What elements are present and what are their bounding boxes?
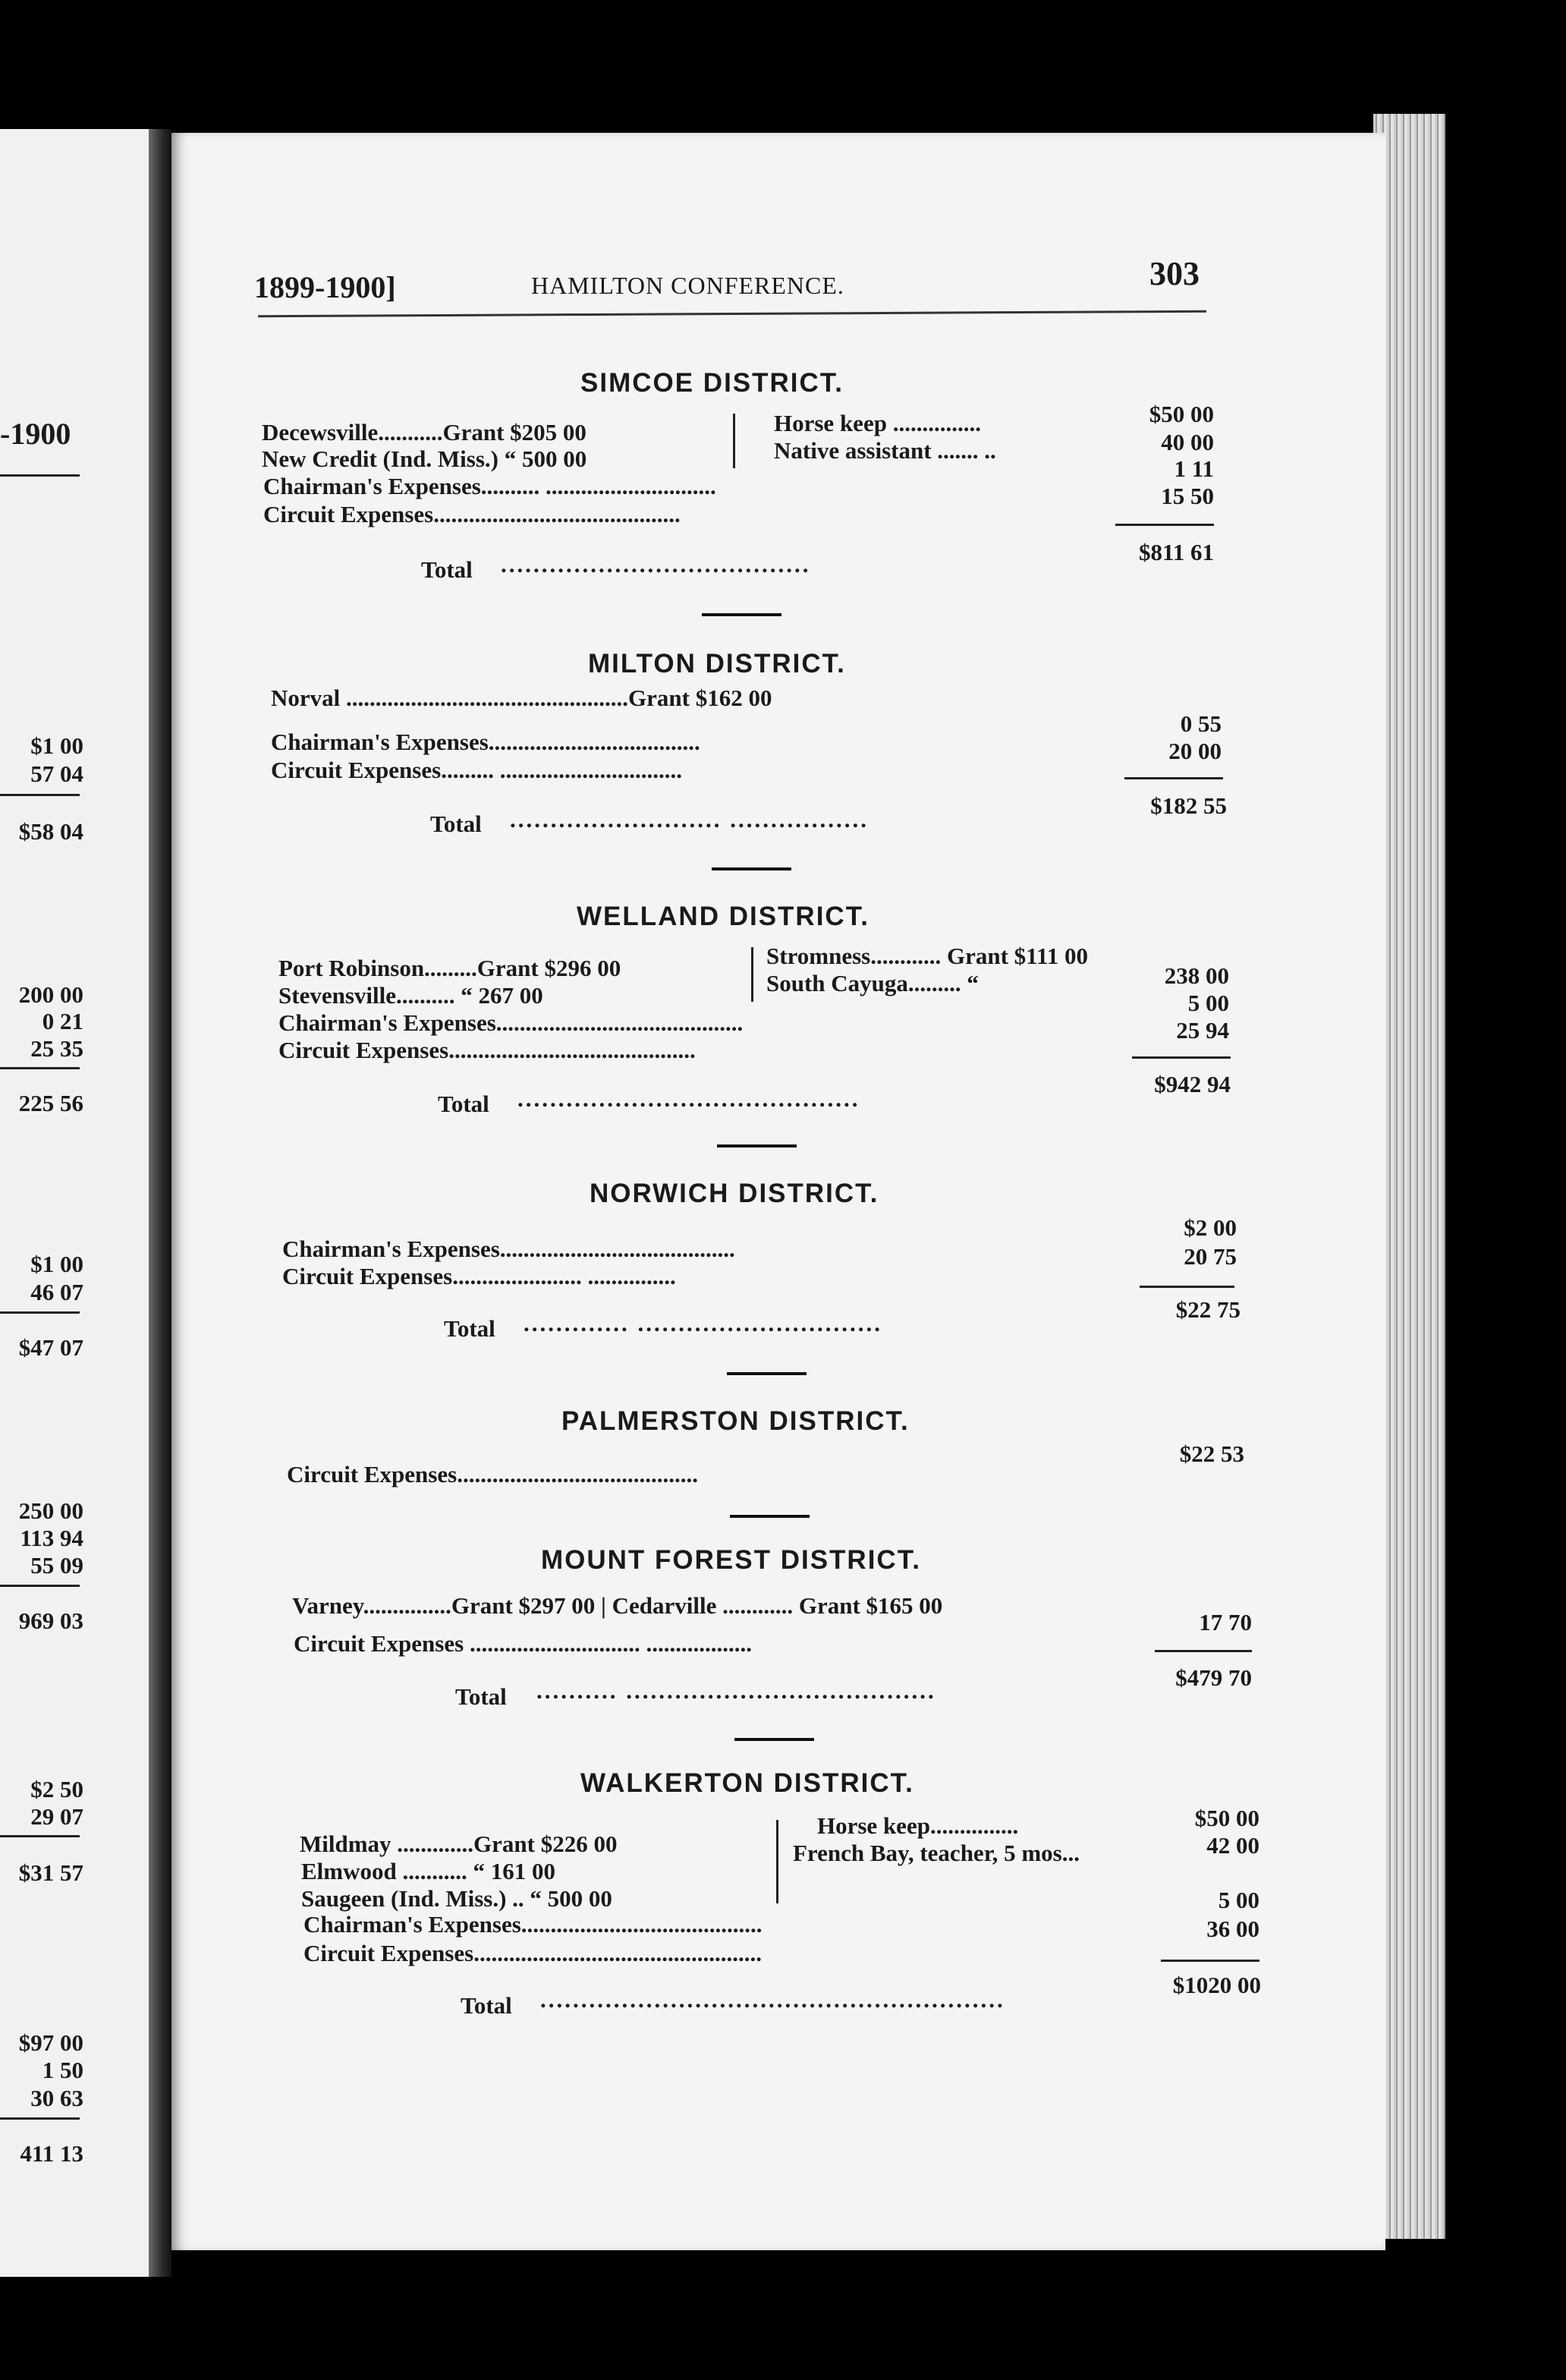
section-separator [712, 867, 791, 870]
page-number: 303 [1149, 255, 1200, 292]
left-figure: 225 56 [18, 1090, 83, 1116]
walkerton-total-leader: ......................................................... [540, 1986, 1005, 2013]
left-figure: 25 35 [30, 1035, 83, 1062]
left-figure: 46 07 [30, 1279, 83, 1305]
norwich-heading: NORWICH DISTRICT. [590, 1179, 879, 1208]
walkerton-column-divider [776, 1820, 778, 1903]
left-figure: 411 13 [20, 2140, 83, 2167]
milton-chairman: Chairman's Expenses.................................... [271, 729, 700, 755]
section-separator [734, 1738, 814, 1741]
walkerton-french-bay: French Bay, teacher, 5 mos... [793, 1840, 1080, 1866]
left-figure: 113 94 [20, 1525, 83, 1551]
walkerton-total-label: Total [461, 1992, 512, 2019]
simcoe-native-assistant: Native assistant ....... .. [774, 437, 996, 464]
left-total-rule [0, 2117, 80, 2120]
walkerton-total-rule [1161, 1960, 1259, 1962]
left-figure: $58 04 [18, 818, 83, 845]
walkerton-heading: WALKERTON DISTRICT. [580, 1768, 914, 1798]
norwich-chairman: Chairman's Expenses........................................ [282, 1236, 735, 1262]
norwich-circuit-amount: 20 75 [1184, 1243, 1237, 1270]
norwich-total-amount: $22 75 [1175, 1296, 1241, 1323]
simcoe-total-leader: ...................................... [501, 551, 811, 578]
left-figure: 969 03 [18, 1607, 83, 1634]
norwich-total-label: Total [444, 1315, 495, 1342]
walkerton-horse-keep: Horse keep............... [817, 1812, 1019, 1839]
left-figure: $97 00 [18, 2029, 83, 2056]
mount-forest-total-rule [1155, 1650, 1252, 1652]
left-figure: 250 00 [18, 1497, 83, 1524]
welland-total-rule [1132, 1056, 1231, 1059]
left-figure: 29 07 [30, 1803, 83, 1830]
left-figure: 30 63 [30, 2085, 83, 2111]
simcoe-horse-keep-amount: $50 00 [1149, 401, 1214, 427]
left-total-rule [0, 1585, 80, 1587]
simcoe-decewsville: Decewsville...........Grant $205 00 [262, 419, 586, 445]
milton-total-label: Total [430, 811, 482, 837]
mount-forest-circuit-amount: 17 70 [1199, 1609, 1252, 1635]
simcoe-horse-keep: Horse keep ............... [774, 410, 981, 436]
mount-forest-circuit: Circuit Expenses ............................. .................. [294, 1630, 752, 1657]
norwich-total-rule [1140, 1286, 1234, 1288]
header-title: HAMILTON CONFERENCE. [531, 272, 844, 299]
left-figure: $31 57 [18, 1859, 83, 1886]
welland-total-leader: .......................................... [517, 1085, 860, 1112]
left-figure: 200 00 [18, 981, 83, 1008]
left-figure: 55 09 [30, 1552, 83, 1579]
left-total-rule [0, 1835, 80, 1837]
palmerston-heading: PALMERSTON DISTRICT. [561, 1406, 910, 1436]
section-separator [730, 1515, 810, 1518]
mount-forest-total-leader: .......... ...................................... [536, 1677, 936, 1704]
simcoe-total-rule [1115, 524, 1214, 526]
simcoe-column-divider [733, 414, 735, 468]
palmerston-circuit: Circuit Expenses......................................... [287, 1461, 698, 1488]
welland-heading: WELLAND DISTRICT. [577, 902, 869, 931]
simcoe-total-amount: $811 61 [1138, 539, 1214, 565]
walkerton-elmwood: Elmwood ........... “ 161 00 [301, 1858, 555, 1884]
left-total-rule [0, 1067, 80, 1069]
welland-column-divider [751, 947, 753, 1002]
milton-norval: Norval ................................................Grant $162 00 [271, 685, 772, 711]
walkerton-horse-keep-amount: $50 00 [1194, 1805, 1259, 1831]
simcoe-chairman: Chairman's Expenses.......... ............................. [263, 473, 716, 499]
header-year: 1899-1900] [254, 270, 396, 304]
walkerton-chairman-amount: 36 00 [1206, 1916, 1259, 1942]
welland-circuit: Circuit Expenses.......................................... [278, 1037, 696, 1063]
mount-forest-total-label: Total [455, 1683, 507, 1710]
norwich-chairman-amount: $2 00 [1184, 1214, 1237, 1241]
section-separator [717, 1144, 797, 1148]
palmerston-circuit-amount: $22 53 [1179, 1440, 1244, 1467]
simcoe-heading: SIMCOE DISTRICT. [580, 368, 844, 398]
simcoe-native-amount: 40 00 [1161, 429, 1214, 455]
welland-stevensville: Stevensville.......... “ 267 00 [278, 982, 543, 1009]
mount-forest-varney-cedarville: Varney...............Grant $297 00 | Cedarville ............ Grant $165 00 [292, 1592, 943, 1619]
welland-total-label: Total [438, 1091, 489, 1117]
walkerton-chairman: Chairman's Expenses......................................... [303, 1911, 763, 1938]
milton-total-leader: .......................... ................. [510, 806, 869, 833]
simcoe-circuit-amount: 15 50 [1161, 483, 1214, 509]
left-figure: 1 50 [42, 2057, 83, 2083]
walkerton-saugeen-amount: 5 00 [1218, 1887, 1259, 1913]
welland-port-robinson: Port Robinson.........Grant $296 00 [278, 955, 621, 981]
milton-total-amount: $182 55 [1150, 792, 1227, 819]
welland-chairman-amount: 5 00 [1187, 990, 1229, 1016]
left-figure: $47 07 [18, 1334, 83, 1361]
milton-total-rule [1124, 777, 1223, 779]
milton-circuit-amount: 20 00 [1168, 738, 1222, 764]
norwich-total-leader: ............. .............................. [524, 1310, 882, 1336]
left-header-fragment: -1900 [0, 417, 71, 451]
left-total-rule [0, 794, 80, 796]
section-separator [727, 1372, 807, 1375]
milton-circuit: Circuit Expenses......... ............................... [271, 757, 682, 783]
left-figure: $1 00 [30, 732, 83, 759]
welland-circuit-amount: 25 94 [1176, 1017, 1229, 1044]
simcoe-total-label: Total [421, 556, 473, 583]
left-header-rule [0, 474, 80, 477]
simcoe-circuit: Circuit Expenses.......................................... [263, 501, 681, 527]
welland-south-cayuga: South Cayuga......... “ [766, 970, 979, 996]
mount-forest-total-amount: $479 70 [1175, 1664, 1252, 1691]
left-figure: $2 50 [30, 1776, 83, 1802]
mount-forest-heading: MOUNT FOREST DISTRICT. [541, 1545, 921, 1575]
book-gutter [149, 129, 171, 2277]
milton-chairman-amount: 0 55 [1180, 710, 1222, 737]
welland-stromness: Stromness............ Grant $111 00 [766, 943, 1088, 969]
simcoe-new-credit: New Credit (Ind. Miss.) “ 500 00 [262, 445, 587, 472]
previous-page [0, 129, 163, 2277]
walkerton-circuit: Circuit Expenses................................................. [303, 1940, 762, 1966]
left-figure: $1 00 [30, 1251, 83, 1277]
walkerton-french-bay-amount: 42 00 [1206, 1832, 1259, 1859]
left-total-rule [0, 1311, 80, 1314]
simcoe-chairman-amount: 1 11 [1174, 455, 1214, 482]
welland-chairman: Chairman's Expenses.......................................... [278, 1009, 744, 1036]
left-figure: 0 21 [42, 1008, 83, 1034]
walkerton-saugeen: Saugeen (Ind. Miss.) .. “ 500 00 [301, 1885, 612, 1912]
welland-south-cayuga-amount: 238 00 [1164, 962, 1229, 989]
section-separator [702, 613, 781, 616]
milton-heading: MILTON DISTRICT. [588, 649, 846, 678]
welland-total-amount: $942 94 [1154, 1071, 1231, 1097]
walkerton-total-amount: $1020 00 [1172, 1972, 1261, 1998]
left-figure: 57 04 [30, 760, 83, 787]
norwich-circuit: Circuit Expenses...................... ............... [282, 1263, 676, 1289]
walkerton-mildmay: Mildmay .............Grant $226 00 [300, 1831, 618, 1857]
